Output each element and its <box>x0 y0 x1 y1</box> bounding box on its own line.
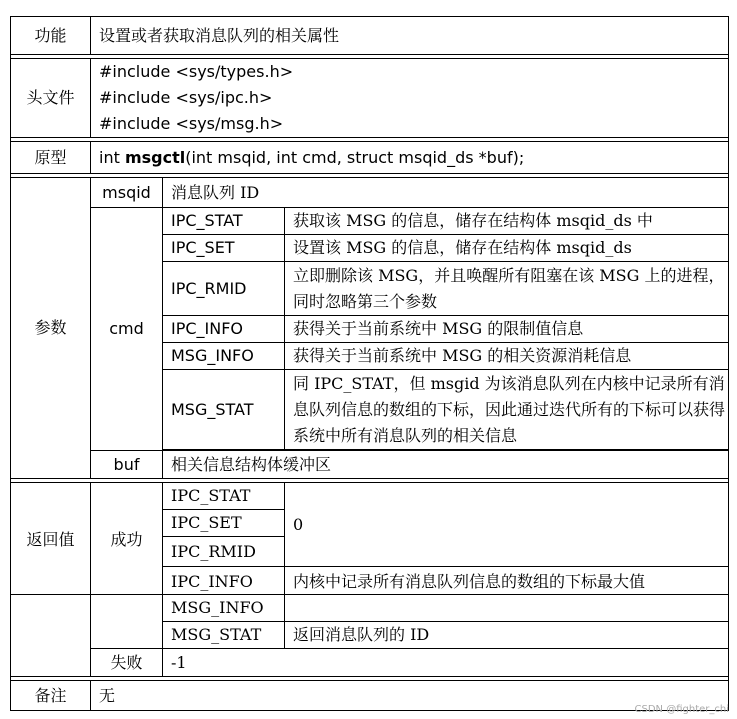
return-label: 返回值 <box>11 483 91 597</box>
include-line: #include <sys/ipc.h> <box>99 88 273 107</box>
cmd-desc: 获得关于当前系统中 MSG 的限制值信息 <box>285 316 729 343</box>
param-msqid-desc: 消息队列 ID <box>163 178 729 208</box>
ret-desc <box>285 595 729 622</box>
cmd-desc: 获得关于当前系统中 MSG 的相关资源消耗信息 <box>285 343 729 370</box>
ret-desc: 返回消息队列的 ID <box>285 622 729 649</box>
proto-return-type: int <box>99 147 125 167</box>
cmd-name: IPC_RMID <box>163 262 285 316</box>
cmd-name: IPC_SET <box>163 235 285 262</box>
include-line: #include <sys/types.h> <box>99 62 294 81</box>
cmd-desc: 设置该 MSG 的信息，储存在结构体 msqid_ds <box>285 235 729 262</box>
row-note <box>11 681 729 711</box>
ret-name: MSG_STAT <box>163 622 285 649</box>
cmd-name: IPC_INFO <box>163 316 285 343</box>
ret-row <box>11 483 729 510</box>
ret-name: IPC_STAT <box>163 483 285 510</box>
return-fail-label: 失败 <box>91 649 163 677</box>
cmd-row <box>11 208 729 235</box>
ret-name: IPC_INFO <box>163 567 285 597</box>
return-label-cont <box>11 595 91 677</box>
return-success-cont <box>91 595 163 649</box>
ret-name: MSG_INFO <box>163 595 285 622</box>
ret-name: IPC_RMID <box>163 537 285 567</box>
watermark: CSDN @fighter_chi <box>634 704 729 715</box>
param-cmd-name: cmd <box>91 208 163 451</box>
note-label: 备注 <box>11 681 91 711</box>
cmd-desc: 立即删除该 MSG，并且唤醒所有阻塞在该 MSG 上的进程，同时忽略第三个参数 <box>285 262 729 316</box>
ret-zero-value: 0 <box>285 483 729 567</box>
param-msqid-name: msqid <box>91 178 163 208</box>
api-table-top <box>10 16 729 597</box>
row-header <box>11 59 729 138</box>
proto-arguments: (int msqid, int cmd, struct msqid_ds *buf); <box>185 147 525 167</box>
include-line: #include <sys/msg.h> <box>99 114 284 133</box>
function-label: 功能 <box>11 17 91 55</box>
ret-name: IPC_SET <box>163 510 285 537</box>
params-label: 参数 <box>11 178 91 479</box>
row-param-buf <box>11 451 729 479</box>
cmd-name: MSG_STAT <box>163 370 285 450</box>
prototype-label: 原型 <box>11 142 91 174</box>
header-includes <box>91 59 729 138</box>
api-table-bottom <box>10 594 729 711</box>
cmd-name: MSG_INFO <box>163 343 285 370</box>
note-value: 无 <box>91 681 729 711</box>
ret-desc: 内核中记录所有消息队列信息的数组的下标最大值 <box>285 567 729 597</box>
header-label: 头文件 <box>11 59 91 138</box>
row-function <box>11 17 729 55</box>
return-success-label: 成功 <box>91 483 163 597</box>
return-fail-value: -1 <box>163 649 729 677</box>
param-buf-desc: 相关信息结构体缓冲区 <box>163 451 729 479</box>
cmd-desc: 获取该 MSG 的信息，储存在结构体 msqid_ds 中 <box>285 208 729 235</box>
prototype-value <box>91 142 729 174</box>
proto-function-name: msgctl <box>124 147 186 167</box>
cmd-name: IPC_STAT <box>163 208 285 235</box>
ret-fail-row <box>11 649 729 677</box>
row-param-msqid <box>11 178 729 208</box>
function-value: 设置或者获取消息队列的相关属性 <box>91 17 729 55</box>
cmd-desc: 同 IPC_STAT，但 msgid 为该消息队列在内核中记录所有消息队列信息的数组的下标，因此通过迭代所有的下标可以获得系统中所有消息队列的相关信息 <box>285 370 729 450</box>
ret-row <box>11 595 729 622</box>
row-prototype <box>11 142 729 174</box>
param-buf-name: buf <box>91 451 163 479</box>
